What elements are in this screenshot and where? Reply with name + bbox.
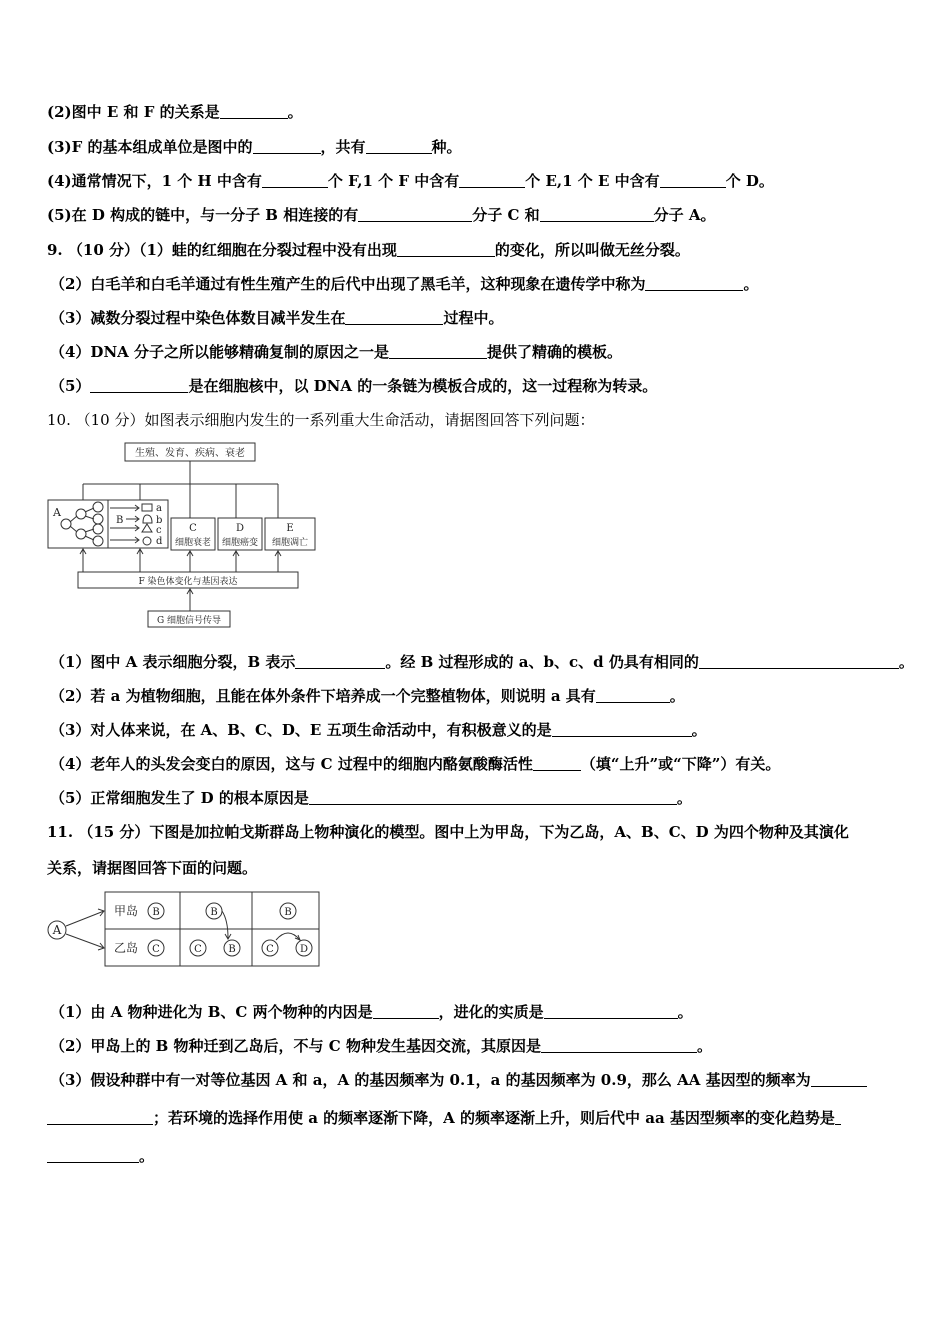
q8-part5: (5)在 D 构成的链中，与一分子 B 相连接的有 分子 C 和 分子 A。 bbox=[47, 206, 716, 224]
g-text: G 细胞信号传导 bbox=[156, 616, 222, 626]
species-c-label: C bbox=[152, 944, 160, 955]
answer-blank[interactable] bbox=[220, 103, 288, 119]
q10-part1: （1）图中 A 表示细胞分裂，B 表示 。经 B 过程形成的 a、b、c、d 仍具有相同的 。 bbox=[50, 653, 914, 671]
answer-blank[interactable] bbox=[533, 755, 581, 771]
q11-part2: （2）甲岛上的 B 物种迁到乙岛后，不与 C 物种发生基因交流，其原因是 。 bbox=[50, 1037, 712, 1055]
d-label: D bbox=[235, 523, 245, 534]
q11-head-line2: 关系，请据图回答下面的问题。 bbox=[47, 859, 258, 877]
answer-blank[interactable] bbox=[552, 721, 692, 737]
q11-part3-line1: （3）假设种群中有一对等位基因 A 和 a，A 的基因频率为 0.1，a 的基因频率为 0.9，那么 AA 基因型的频率为 bbox=[50, 1070, 867, 1090]
e-label: E bbox=[286, 523, 294, 534]
q9-head: 9. （10 分）（1）蛙的红细胞在分裂过程中没有出现 的变化，所以叫做无丝分裂。 bbox=[47, 241, 690, 259]
shape-a-label: a bbox=[156, 503, 162, 514]
b-label: B bbox=[116, 515, 124, 526]
q9-part4: （4）DNA 分子之所以能够精确复制的原因之一是 提供了精确的模板。 bbox=[50, 343, 623, 361]
shape-d-label: d bbox=[156, 536, 163, 547]
q10-part3: （3）对人体来说，在 A、B、C、D、E 五项生命活动中，有积极意义的是 。 bbox=[50, 721, 707, 739]
answer-blank[interactable] bbox=[540, 206, 654, 222]
island-jia-label: 甲岛 bbox=[113, 904, 139, 918]
shape-b-label: b bbox=[156, 515, 163, 526]
q8-part3: (3)F 的基本组成单位是图中的 ，共有 种。 bbox=[47, 138, 462, 156]
answer-blank[interactable] bbox=[699, 653, 899, 669]
a-label: A bbox=[53, 506, 61, 519]
answer-blank[interactable] bbox=[596, 687, 670, 703]
answer-blank[interactable] bbox=[253, 138, 321, 154]
e-text: 细胞凋亡 bbox=[271, 538, 309, 548]
species-c-label: C bbox=[266, 944, 274, 955]
species-b-label: B bbox=[284, 907, 292, 918]
q10-part2: （2）若 a 为植物细胞，且能在体外条件下培养成一个完整植物体，则说明 a 具有 。 bbox=[50, 687, 685, 705]
answer-blank[interactable] bbox=[90, 377, 188, 393]
answer-blank[interactable] bbox=[309, 789, 677, 805]
q10-part4: （4）老年人的头发会变白的原因，这与 C 过程中的细胞内酪氨酸酶活性 （填“上升”或“下降”）有关。 bbox=[50, 755, 781, 773]
q11-part1: （1）由 A 物种进化为 B、C 两个物种的内因是 ，进化的实质是 。 bbox=[50, 1003, 693, 1021]
cell-life-activity-diagram bbox=[40, 436, 330, 634]
answer-blank[interactable] bbox=[459, 172, 525, 188]
answer-blank[interactable] bbox=[811, 1071, 867, 1087]
answer-blank[interactable] bbox=[295, 653, 385, 669]
answer-blank[interactable] bbox=[389, 343, 487, 359]
q10-part5: （5）正常细胞发生了 D 的根本原因是 。 bbox=[50, 789, 692, 807]
answer-blank[interactable] bbox=[544, 1003, 678, 1019]
top-box-label: 生殖、发育、疾病、衰老 bbox=[135, 448, 245, 459]
answer-blank[interactable] bbox=[366, 138, 432, 154]
island-evolution-diagram bbox=[42, 890, 324, 970]
species-c-label: C bbox=[194, 944, 202, 955]
answer-blank[interactable] bbox=[358, 206, 472, 222]
d-text: 细胞癌变 bbox=[221, 538, 259, 548]
q9-part3: （3）减数分裂过程中染色体数目减半发生在 过程中。 bbox=[50, 309, 504, 327]
answer-blank[interactable] bbox=[835, 1109, 841, 1125]
answer-blank[interactable] bbox=[660, 172, 726, 188]
q11-head-line1: 11. （15 分）下图是加拉帕戈斯群岛上物种演化的模型。图中上为甲岛，下为乙岛，A、B、C、D 为四个物种及其演化 bbox=[47, 823, 849, 841]
species-d-label: D bbox=[299, 944, 309, 955]
c-label: C bbox=[189, 523, 197, 534]
q11-part3-line2: ；若环境的选择作用使 a 的频率逐渐下降，A 的频率逐渐上升，则后代中 aa 基因型频率的变化趋势是 bbox=[47, 1108, 841, 1128]
answer-blank[interactable] bbox=[373, 1003, 439, 1019]
c-text: 细胞衰老 bbox=[174, 538, 212, 548]
answer-blank[interactable] bbox=[645, 275, 743, 291]
answer-blank[interactable] bbox=[345, 309, 443, 325]
species-b-label: B bbox=[210, 907, 218, 918]
q11-part3-line3: 。 bbox=[47, 1146, 154, 1166]
q10-head: 10. （10 分）如图表示细胞内发生的一系列重大生命活动，请据图回答下列问题： bbox=[47, 411, 595, 429]
answer-blank[interactable] bbox=[47, 1109, 153, 1125]
f-text: F 染色体变化与基因表达 bbox=[138, 577, 238, 587]
species-a-label: A bbox=[52, 923, 62, 937]
answer-blank[interactable] bbox=[262, 172, 328, 188]
species-b-label: B bbox=[228, 944, 236, 955]
q8-part4: (4)通常情况下，1 个 H 中含有 个 F,1 个 F 中含有 个 E,1 个 E 中含有 个 D。 bbox=[47, 172, 774, 190]
shape-c-label: c bbox=[156, 525, 162, 536]
answer-blank[interactable] bbox=[397, 241, 495, 257]
island-yi-label: 乙岛 bbox=[113, 941, 139, 955]
q8-part2: (2)图中 E 和 F 的关系是 。 bbox=[47, 103, 303, 121]
answer-blank[interactable] bbox=[47, 1147, 139, 1163]
q9-part2: （2）白毛羊和白毛羊通过有性生殖产生的后代中出现了黑毛羊，这种现象在遗传学中称为 。 bbox=[50, 275, 759, 293]
answer-blank[interactable] bbox=[541, 1037, 697, 1053]
q9-part5: （5） 是在细胞核中，以 DNA 的一条链为模板合成的，这一过程称为转录。 bbox=[50, 377, 658, 395]
species-b-label: B bbox=[152, 907, 160, 918]
